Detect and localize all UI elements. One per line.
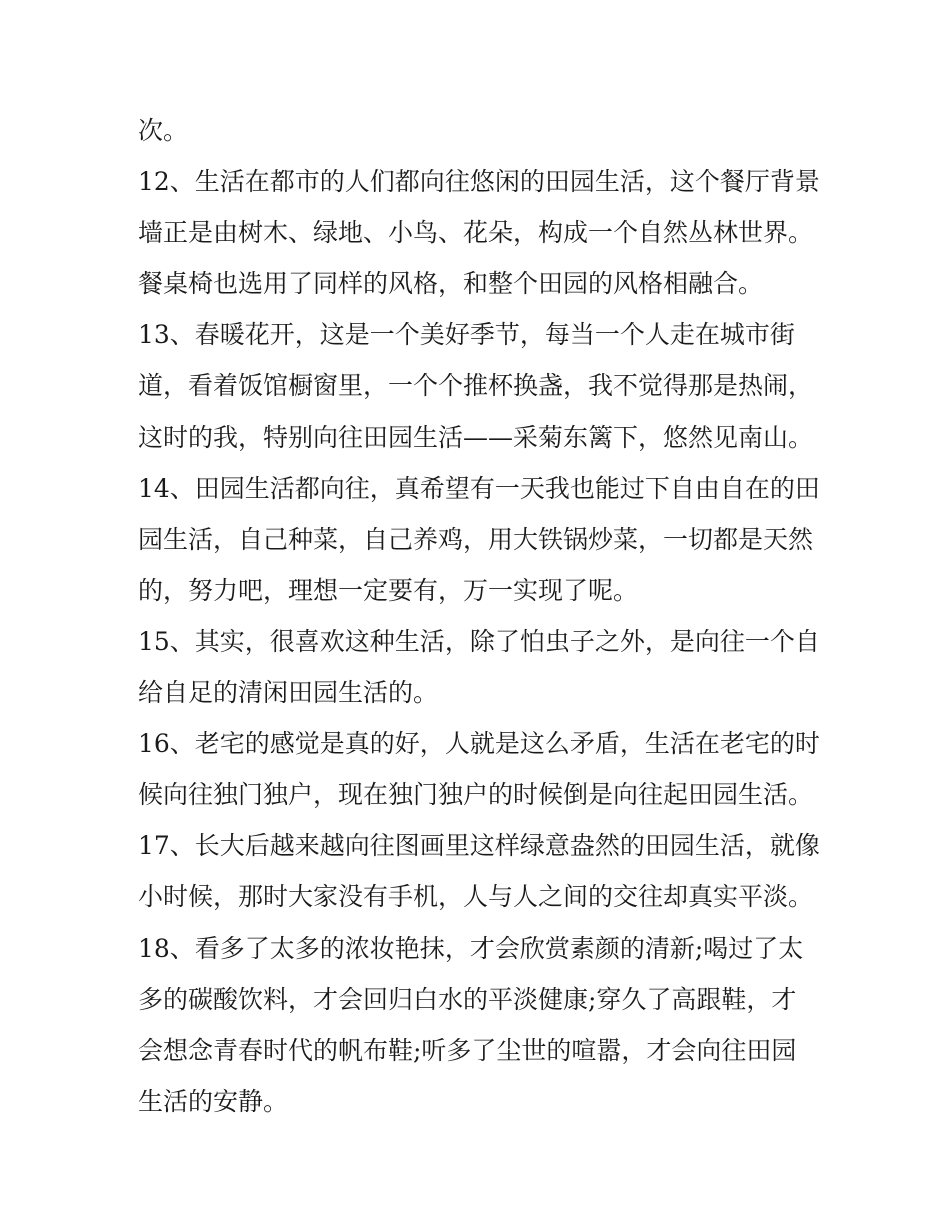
- text-line: 16、老宅的感觉是真的好，人就是这么矛盾，生活在老宅的时: [138, 729, 820, 759]
- text-line: 小时候，那时大家没有手机，人与人之间的交往却真实平淡。: [138, 882, 814, 912]
- text-line: 生活的安静。: [138, 1086, 289, 1116]
- text-line: 道，看着饭馆橱窗里，一个个推杯换盏，我不觉得那是热闹，: [138, 371, 814, 401]
- text-line: 14、田园生活都向往，真希望有一天我也能过下自由自在的田: [138, 473, 820, 503]
- text-line: 次。: [138, 116, 189, 145]
- text-line: 墙正是由树木、绿地、小鸟、花朵，构成一个自然丛林世界。: [138, 218, 814, 248]
- text-line: 餐桌椅也选用了同样的风格，和整个田园的风格相融合。: [138, 269, 764, 299]
- text-line: 候向往独门独户，现在独门独户的时候倒是向往起田园生活。: [138, 780, 814, 810]
- text-line: 18、看多了太多的浓妆艳抹，才会欣赏素颜的清新;喝过了太: [138, 933, 804, 963]
- text-line: 会想念青春时代的帆布鞋;听多了尘世的喧嚣，才会向往田园: [138, 1035, 797, 1065]
- text-line: 12、生活在都市的人们都向往悠闲的田园生活，这个餐厅背景: [138, 167, 820, 197]
- text-line: 13、春暖花开，这是一个美好季节，每当一个人走在城市街: [138, 320, 795, 350]
- text-line: 这时的我，特别向往田园生活——采菊东篱下，悠然见南山。: [138, 422, 814, 452]
- text-line: 园生活，自己种菜，自己养鸡，用大铁锅炒菜，一切都是天然: [138, 524, 814, 554]
- text-line: 多的碳酸饮料，才会回归白水的平淡健康;穿久了高跟鞋，才: [138, 984, 797, 1014]
- document-body: [138, 105, 828, 1127]
- text-line: 的，努力吧，理想一定要有，万一实现了呢。: [138, 575, 639, 605]
- text-line: 17、长大后越来越向往图画里这样绿意盎然的田园生活，就像: [138, 831, 820, 861]
- text-line: 15、其实，很喜欢这种生活，除了怕虫子之外，是向往一个自: [138, 626, 820, 656]
- text-line: 给自足的清闲田园生活的。: [138, 678, 439, 708]
